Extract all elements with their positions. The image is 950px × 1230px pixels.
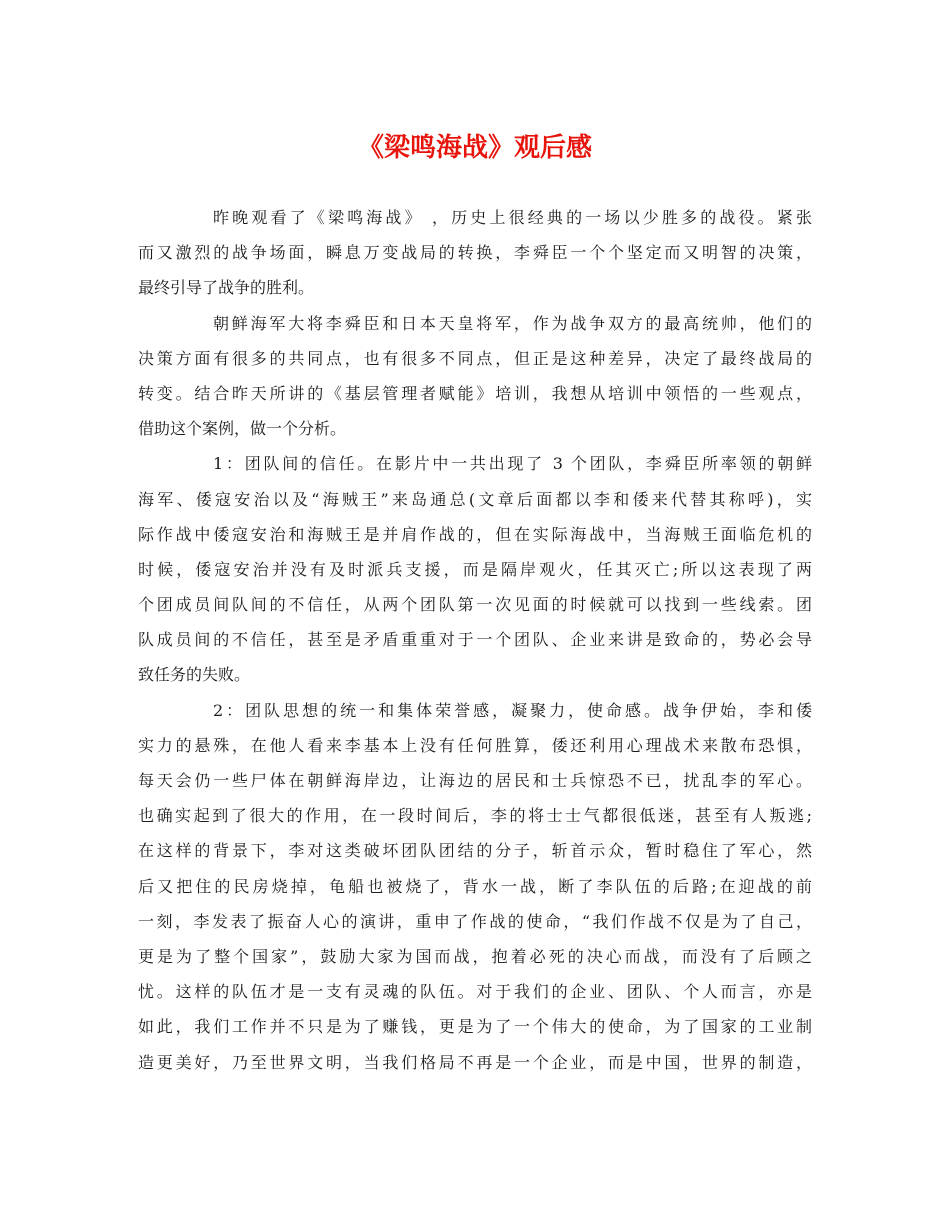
paragraph-line: 也确实起到了很大的作用，在一段时间后，李的将士士气都很低迷，甚至有人叛逃;: [138, 806, 812, 826]
document-title: 《梁鸣海战》观后感: [357, 133, 592, 163]
paragraph-line: 一刻，李发表了振奋人心的演讲，重申了作战的使命，“我们作战不仅是为了自己，: [138, 911, 812, 931]
paragraph-2: [138, 306, 812, 447]
paragraph-line: 借助这个案例，做一个分析。: [138, 419, 347, 439]
paragraph-line: 转变。结合昨天所讲的《基层管理者赋能》培训，我想从培训中领悟的一些观点，: [138, 383, 812, 403]
paragraph-line: 忧。这样的队伍才是一支有灵魂的队伍。对于我们的企业、团队、个人而言，亦是: [138, 982, 812, 1002]
paragraph-line: 2：团队思想的统一和集体荣誉感，凝聚力，使命感。战争伊始，李和倭: [213, 700, 812, 720]
paragraph-line: 实力的悬殊，在他人看来李基本上没有任何胜算，倭还利用心理战术来散布恐惧，: [138, 735, 812, 755]
paragraph-line: 时候，倭寇安治并没有及时派兵支援，而是隔岸观火，任其灭亡;所以这表现了两: [138, 559, 812, 579]
paragraph-line: 队成员间的不信任，甚至是矛盾重重对于一个团队、企业来讲是致命的，势必会导: [138, 630, 812, 650]
paragraph-line: 际作战中倭寇安治和海贼王是并肩作战的，但在实际海战中，当海贼王面临危机的: [138, 524, 812, 544]
paragraph-line: 更是为了整个国家”，鼓励大家为国而战，抱着必死的决心而战，而没有了后顾之: [138, 946, 812, 966]
paragraph-line: 致任务的失败。: [138, 665, 251, 685]
paragraph-line: 1：团队间的信任。在影片中一共出现了 3 个团队，李舜臣所率领的朝鲜: [213, 454, 812, 474]
paragraph-line: 在这样的背景下，李对这类破坏团队团结的分子，斩首示众，暂时稳住了军心，然: [138, 841, 812, 861]
paragraph-4: [138, 693, 812, 1080]
paragraph-line: 昨晚观看了《梁鸣海战》 ，历史上很经典的一场以少胜多的战役。紧张: [213, 208, 812, 227]
paragraph-line: 朝鲜海军大将李舜臣和日本天皇将军，作为战争双方的最高统帅，他们的: [213, 313, 812, 333]
paragraph-3: [138, 446, 812, 692]
paragraph-line: 最终引导了战争的胜利。: [138, 278, 315, 298]
paragraph-line: 如此，我们工作并不只是为了赚钱，更是为了一个伟大的使命，为了国家的工业制: [138, 1017, 812, 1037]
paragraph-line: 个团成员间队间的不信任，从两个团队第一次见面的时候就可以找到一些线索。团: [138, 595, 812, 615]
document-body: [138, 200, 812, 1080]
paragraph-line: 每天会仍一些尸体在朝鲜海岸边，让海边的居民和士兵惊恐不已，扰乱李的军心。: [138, 771, 812, 790]
paragraph-line: 海军、倭寇安治以及“海贼王”来岛通总(文章后面都以李和倭来代替其称呼)，实: [138, 489, 812, 509]
paragraph-line: 决策方面有很多的共同点，也有很多不同点，但正是这种差异，决定了最终战局的: [138, 348, 812, 368]
paragraph-line: 而又激烈的战争场面，瞬息万变战局的转换，李舜臣一个个坚定而又明智的决策，: [138, 243, 812, 263]
paragraph-1: [138, 200, 812, 306]
paragraph-line: 造更美好，乃至世界文明，当我们格局不再是一个企业，而是中国，世界的制造，: [138, 1052, 812, 1072]
paragraph-line: 后又把住的民房烧掉，龟船也被烧了，背水一战，断了李队伍的后路;在迎战的前: [138, 876, 812, 896]
